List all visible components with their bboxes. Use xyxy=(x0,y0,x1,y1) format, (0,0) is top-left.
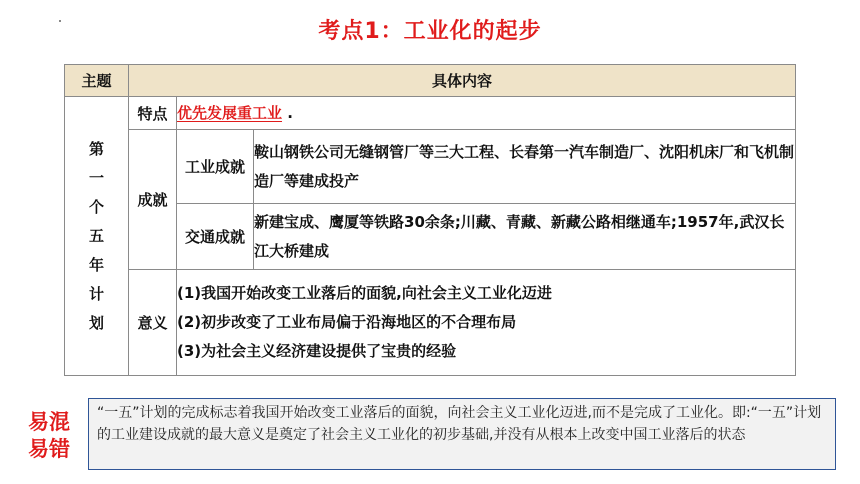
confusion-label-line1: 易混 xyxy=(28,410,70,434)
feature-cell xyxy=(177,97,796,130)
feature-period: . xyxy=(287,104,293,122)
significance-cell xyxy=(177,270,796,376)
industry-text: 鞍山钢铁公司无缝钢管厂等三大工程、长春第一汽车制造厂、沈阳机床厂和飞机制造厂等建成投产 xyxy=(254,130,796,204)
theme-text: 第 一 个 五 年 计 划 xyxy=(88,139,104,332)
significance-label: 意义 xyxy=(129,270,177,376)
feature-value: 优先发展重工业 xyxy=(177,104,283,122)
header-content: 具体内容 xyxy=(129,65,796,97)
achievement-label: 成就 xyxy=(129,130,177,270)
note-box: “一五”计划的完成标志着我国开始改变工业落后的面貌，向社会主义工业化迈进,而不是完成了工业化。即:“一五”计划的工业建设成就的最大意义是奠定了社会主义工业化的初步基础,并没有从根本上改变中国工业落后的状态 xyxy=(88,398,836,470)
confusion-label-line2: 易错 xyxy=(28,437,70,461)
significance-item: (3)为社会主义经济建设提供了宝贵的经验 xyxy=(177,342,457,360)
confusion-label xyxy=(14,409,84,463)
transport-text: 新建宝成、鹰厦等铁路30余条;川藏、青藏、新藏公路相继通车;1957年,武汉长江大桥建成 xyxy=(254,204,796,270)
industry-label: 工业成就 xyxy=(177,130,254,204)
content-table xyxy=(64,64,796,376)
significance-item: (2)初步改变了工业布局偏于沿海地区的不合理布局 xyxy=(177,313,517,331)
significance-item: (1)我国开始改变工业落后的面貌,向社会主义工业化迈进 xyxy=(177,284,552,302)
feature-label: 特点 xyxy=(129,97,177,130)
transport-label: 交通成就 xyxy=(177,204,254,270)
theme-cell xyxy=(65,97,129,376)
page-title: 考点1：工业化的起步 xyxy=(318,19,542,44)
header-theme: 主题 xyxy=(65,65,129,97)
